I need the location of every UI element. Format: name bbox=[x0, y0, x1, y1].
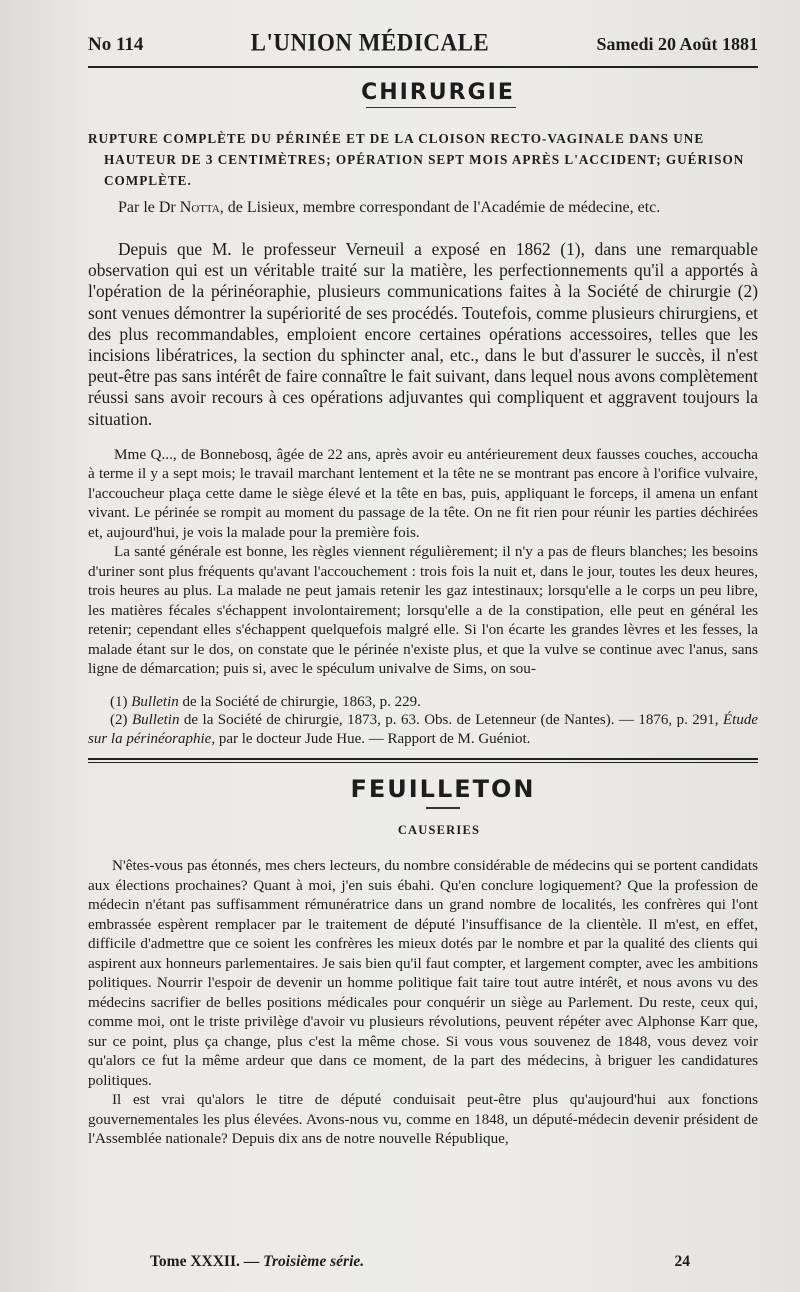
footnote-mark: (2) bbox=[110, 712, 132, 729]
article-paragraph-3: La santé générale est bonne, les règles viennent régulièrement; il n'y a pas de fleurs blanches; les besoins d'uriner sont plus fréquents qu'avant l'accouchement : trois fois la nuit et, dans le jour, toutes les deux heures, trois heures au plus. La malade ne peut jamais retenir les gaz intestinaux; lorsqu'elle a le corps un peu libre, les matières fécales s'échappent involontairement; lorsqu'elle a de la constipation, elle peut en général les retenir; cependant elles s'échappent quelquefois malgré elle. Si l'on écarte les grandes lèvres et les fesses, la malade étant sur le dos, on constate que le périnée n'existe plus, et que la vulve se continue avec l'anus, sans ligne de démarcation; puis si, avec le spéculum univalve de Sims, on sou- bbox=[88, 543, 758, 678]
feuilleton-paragraph-2: Il est vrai qu'alors le titre de député conduisait peut-être plus qu'aujourd'hui aux fonctions gouvernementales les plus élevées. Avons-nous vu, comme en 1848, un député-médecin devenir président de l'Assemblée nationale? Depuis dix ans de notre nouvelle République, bbox=[88, 1091, 758, 1148]
section-title-rule bbox=[366, 107, 516, 108]
feuilleton-separator-thin bbox=[88, 762, 758, 763]
footnote-italic: Bulletin bbox=[131, 693, 179, 710]
feuilleton-separator bbox=[88, 758, 758, 760]
feuilleton-paragraph-1: N'êtes-vous pas étonnés, mes chers lecteurs, du nombre considérable de médecins qui se portent candidats aux élections prochaines? Quant à moi, j'en suis ébahi. Qu'en conclure logiquement? Que la profession de médecin n'étant pas suffisamment rémunératrice dans un grand nombre de localités, les confrères qui l'ont embrassée espèrent remplacer par le traitement de député l'insuffisance de la clientèle. Il m'est, en effet, difficile d'admettre que ce soient les confrères les mieux dotés par le nombre et par la qualité des clients qui aspirent aux honneurs parlementaires. Je sais bien qu'il faut compter, et largement compter, avec les ambitions politiques. Nourrir l'espoir de devenir un homme politique fait taire tout autre intérêt, et nous avons vu des médecins sacrifier de belles positions médicales pour conquérir un siège au Parlement. Du reste, ceux qui, comme moi, ont le triste privilège d'avoir vu plusieurs révolutions, peuvent répéter avec Alphonse Karr que, sur ce point, plus ça change, plus c'est la même chose. Si vous vous souvenez de 1848, vous devez voir qu'alors ce fut la même ardeur que dans ce moment, de la part des médecins, à briguer les candidatures politiques. bbox=[88, 857, 758, 1089]
footnote-mark: (1) bbox=[110, 693, 132, 710]
footer-tome bbox=[150, 1253, 364, 1271]
feuilleton-title-rule bbox=[426, 807, 460, 809]
footer-serie: Troisième série. bbox=[263, 1253, 365, 1270]
footnote-italic: Bulletin bbox=[131, 712, 180, 729]
article-paragraph-2: Mme Q..., de Bonnebosq, âgée de 22 ans, après avoir eu antérieurement deux fausses couches, accoucha à terme il y a sept mois; le travail marchant lentement et la tête ne se montrant pas encore à l'orifice vulvaire, l'accoucheur plaça cette dame le siège élevé et la tête en bas, puis, appliquant le forceps, il amena un enfant vivant. Le périnée se rompit au moment du passage de la tête. On ne fit rien pour réunir les parties déchirées et, aujourd'hui, je vois la malade pour la première fois. bbox=[88, 445, 758, 541]
footnote-2 bbox=[88, 711, 758, 748]
byline-prefix: Par le Dr bbox=[118, 199, 176, 216]
feuilleton-title: FEUILLETON bbox=[350, 775, 536, 804]
article-heading: RUPTURE COMPLÈTE DU PÉRINÉE ET DE LA CLOISON RECTO-VAGINALE DANS UNE HAUTEUR DE 3 CENTIMÈTRES; OPÉRATION SEPT MOIS APRÈS L'ACCIDENT; GUÉRISON COMPLÈTE. bbox=[88, 131, 745, 188]
article-byline bbox=[118, 199, 758, 217]
journal-title: L'UNION MÉDICALE bbox=[250, 28, 490, 57]
issue-number: No 114 bbox=[88, 34, 144, 55]
footnote-text: par le docteur Jude Hue. — Rapport de M. Guéniot. bbox=[215, 730, 531, 747]
footnote-italic: Étude sur la périnéoraphie, bbox=[88, 712, 758, 747]
header-rule bbox=[88, 66, 758, 68]
page-footer bbox=[150, 1253, 690, 1271]
issue-date: Samedi 20 Août 1881 bbox=[596, 34, 758, 54]
footnotes bbox=[88, 693, 758, 748]
article-paragraph-1: Depuis que M. le professeur Verneuil a exposé en 1862 (1), dans une remarquable observation qui est un véritable traité sur la matière, les perfectionnements qu'il a apportés à l'opération de la périnéoraphie, plusieurs communications faites à la Société de chirurgie (2) sont venues démontrer la supériorité de ses procédés. Toutefois, comme plusieurs chirurgiens, et des plus recommandables, emploient encore certaines opérations accessoires, telles que les incisions libératrices, la section du sphincter anal, etc., dans le but d'assurer le succès, il n'est peut-être pas sans intérêt de faire connaître le fait suivant, dans lequel nous avons complètement réussi sans avoir recours à ces opérations adjuvantes qui compliquent et aggravent toujours la situation. bbox=[88, 239, 758, 429]
footnote-1 bbox=[88, 693, 758, 711]
section-title: CHIRURGIE bbox=[361, 80, 515, 105]
byline-suffix: , de Lisieux, membre correspondant de l'Académie de médecine, etc. bbox=[219, 199, 661, 216]
byline-author: Notta bbox=[179, 199, 220, 216]
footer-signature: 24 bbox=[674, 1253, 690, 1270]
running-head bbox=[88, 30, 758, 64]
feuilleton-subtitle: CAUSERIES bbox=[397, 823, 481, 838]
footer-tome-label: Tome XXXII. — bbox=[150, 1253, 264, 1270]
footnote-text: de la Société de chirurgie, 1863, p. 229. bbox=[178, 693, 421, 710]
footnote-text: de la Société de chirurgie, 1873, p. 63. Obs. de Letenneur (de Nantes). — 1876, p. 291, bbox=[179, 712, 723, 729]
